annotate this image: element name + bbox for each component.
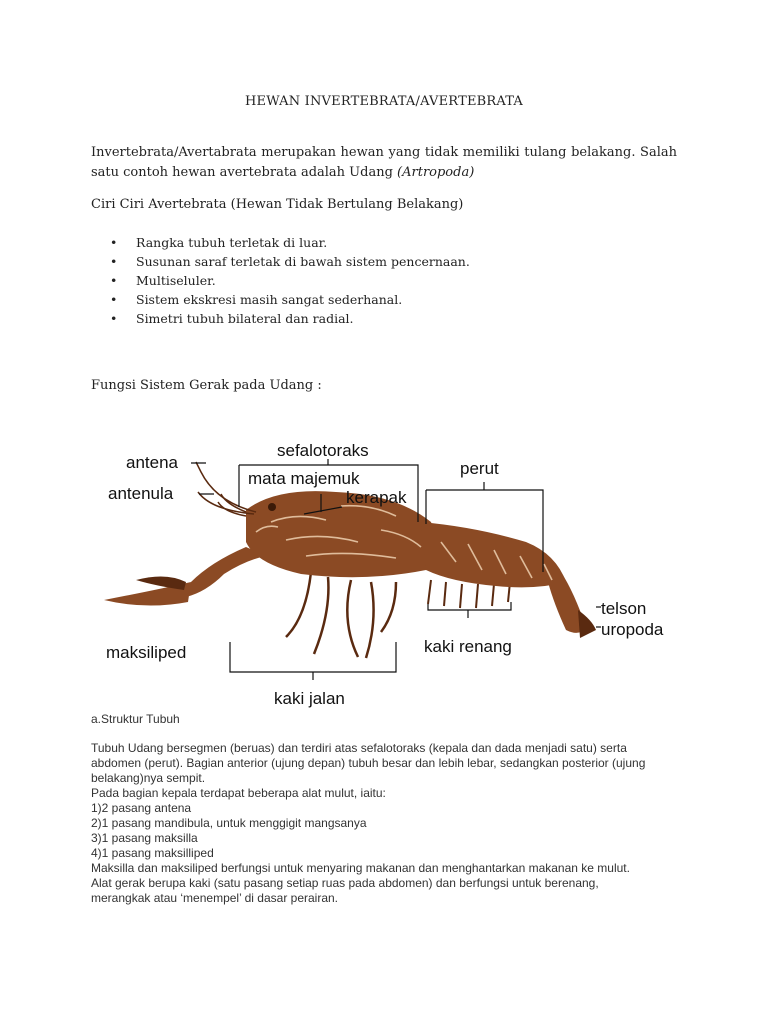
claw-pincer-upper	[136, 576, 186, 590]
label-kaki-renang: kaki renang	[424, 637, 512, 656]
walking-legs	[286, 572, 396, 658]
body-line: Pada bagian kepala terdapat beberapa alat mulut, iaitu:	[91, 786, 386, 800]
label-kaki-jalan: kaki jalan	[274, 689, 345, 708]
label-maksiliped: maksiliped	[106, 643, 187, 662]
telson-shape	[578, 610, 596, 638]
intro-text: Invertebrata/Avertabrata merupakan hewan yang tidak memiliki tulang belakang. Salah satu contoh hewan avertebrata adalah Udang	[91, 145, 677, 180]
body-line: 4)1 pasang maksilliped	[91, 846, 214, 860]
abdomen-shape	[421, 522, 566, 587]
body-line: Tubuh Udang bersegmen (beruas) dan terdiri atas sefalotoraks (kepala dan dada menjadi satu) serta	[91, 741, 627, 755]
list-item: • Susunan saraf terletak di bawah sistem pencernaan.	[110, 252, 470, 271]
eye-shape	[268, 503, 276, 511]
label-perut: perut	[460, 459, 499, 478]
label-mata-majemuk: mata majemuk	[248, 469, 360, 488]
label-telson: telson	[601, 599, 647, 618]
body-line: merangkak atau ‘menempel’ di dasar perairan.	[91, 891, 339, 905]
shrimp-diagram	[96, 432, 686, 718]
label-uropoda: uropoda	[601, 620, 664, 639]
body-line: abdomen (perut). Bagian anterior (ujung depan) tubuh besar dan lebih lebar, sedangkan posterior (ujung	[91, 756, 646, 770]
body-line: 1)2 pasang antena	[91, 801, 192, 815]
list-item: • Sistem ekskresi masih sangat sederhanal.	[110, 290, 470, 309]
antennae	[196, 462, 256, 516]
body-line: 2)1 pasang mandibula, untuk menggigit mangsanya	[91, 816, 367, 830]
list-item: • Rangka tubuh terletak di luar.	[110, 233, 470, 252]
page-title: HEWAN INVERTEBRATA/AVERTEBRATA	[245, 94, 523, 109]
body-line: Alat gerak berupa kaki (satu pasang setiap ruas pada abdomen) dan berfungsi untuk berenang,	[91, 876, 599, 890]
ciri-heading: Ciri Ciri Avertebrata (Hewan Tidak Bertulang Belakang)	[91, 197, 464, 212]
label-sefalotoraks: sefalotoraks	[277, 441, 369, 460]
body-line: Maksilla dan maksiliped berfungsi untuk menyaring makanan dan menghantarkan makanan ke mulut.	[91, 861, 630, 875]
ciri-list	[110, 233, 470, 328]
intro-italic: (Artropoda)	[397, 165, 475, 180]
struktur-heading: a.Struktur Tubuh	[91, 712, 180, 726]
label-kerapak: kerapak	[346, 488, 407, 507]
claw-arm	[186, 547, 266, 597]
label-antena: antena	[126, 453, 178, 472]
list-item: • Multiseluler.	[110, 271, 470, 290]
list-item: • Simetri tubuh bilateral dan radial.	[110, 309, 470, 328]
body-line: belakang)nya sempit.	[91, 771, 206, 785]
fungsi-heading: Fungsi Sistem Gerak pada Udang :	[91, 378, 322, 393]
label-antenula: antenula	[108, 484, 174, 503]
intro-paragraph	[91, 143, 677, 183]
body-text	[91, 741, 691, 906]
body-line: 3)1 pasang maksilla	[91, 831, 198, 845]
